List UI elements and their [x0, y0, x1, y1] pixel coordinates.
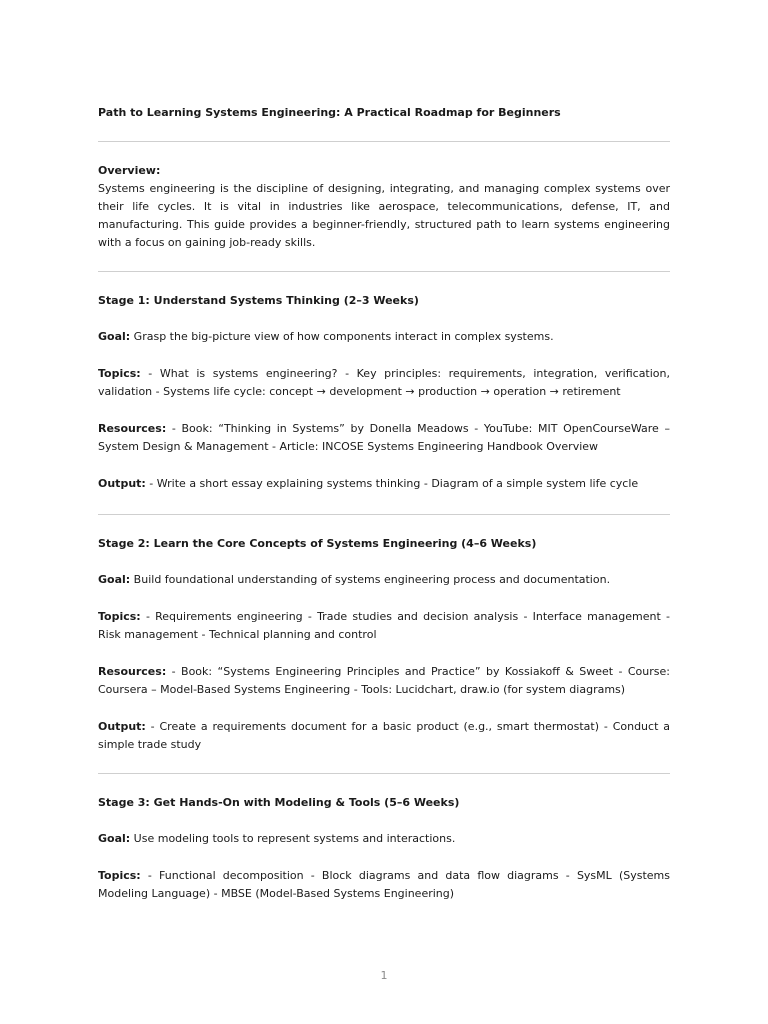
stage-topics: Topics: - What is systems engineering? - Key principles: requirements, integration, verification, validation - Systems life cycle: concept → development → production → operation → retirement	[98, 367, 670, 398]
stage-goal: Goal: Grasp the big-picture view of how components interact in complex systems.	[98, 330, 554, 343]
page-number: 1	[380, 969, 388, 982]
stage-topics: Topics: - Requirements engineering - Trade studies and decision analysis - Interface management - Risk management - Technical planning and control	[98, 610, 670, 641]
stage-heading: Stage 3: Get Hands-On with Modeling & Tools (5–6 Weeks)	[98, 796, 460, 809]
stage-heading: Stage 1: Understand Systems Thinking (2–3 Weeks)	[98, 294, 419, 307]
section-divider	[98, 141, 670, 142]
document-page	[98, 104, 670, 903]
stage-goal: Goal: Build foundational understanding of systems engineering process and documentation.	[98, 573, 611, 586]
topics-label: Topics:	[98, 367, 141, 380]
overview-text: Systems engineering is the discipline of designing, integrating, and managing complex systems over their life cycles. It is vital in industries like aerospace, telecommunications, defense, IT, and manufacturing. This guide provides a beginner-friendly, structured path to learn systems engineering with a focus on gaining job-ready skills.	[98, 182, 670, 249]
stage-1-section	[98, 292, 670, 493]
section-divider	[98, 271, 670, 272]
stage-output: Output: - Write a short essay explaining systems thinking - Diagram of a simple system life cycle	[98, 477, 639, 490]
overview-section	[98, 162, 670, 252]
output-label: Output:	[98, 720, 146, 733]
resources-label: Resources:	[98, 422, 167, 435]
section-divider	[98, 773, 670, 774]
topics-label: Topics:	[98, 610, 141, 623]
topics-label: Topics:	[98, 869, 141, 882]
document-title: Path to Learning Systems Engineering: A Practical Roadmap for Beginners	[98, 106, 561, 119]
section-divider	[98, 514, 670, 515]
goal-label: Goal:	[98, 832, 131, 845]
goal-label: Goal:	[98, 573, 131, 586]
output-label: Output:	[98, 477, 146, 490]
stage-goal: Goal: Use modeling tools to represent systems and interactions.	[98, 832, 456, 845]
stage-output: Output: - Create a requirements document for a basic product (e.g., smart thermostat) - Conduct a simple trade study	[98, 720, 670, 751]
stage-3-section	[98, 794, 670, 903]
stage-resources: Resources: - Book: “Thinking in Systems” by Donella Meadows - YouTube: MIT OpenCourseWare – System Design & Management - Article: INCOSE Systems Engineering Handbook Overview	[98, 422, 670, 453]
overview-label: Overview:	[98, 164, 161, 177]
stage-resources: Resources: - Book: “Systems Engineering Principles and Practice” by Kossiakoff & Sweet - Course: Coursera – Model-Based Systems Engineering - Tools: Lucidchart, draw.io (for system diagrams)	[98, 665, 670, 696]
stage-2-section	[98, 535, 670, 754]
goal-label: Goal:	[98, 330, 131, 343]
resources-label: Resources:	[98, 665, 167, 678]
stage-heading: Stage 2: Learn the Core Concepts of Systems Engineering (4–6 Weeks)	[98, 537, 537, 550]
stage-topics: Topics: - Functional decomposition - Block diagrams and data flow diagrams - SysML (Systems Modeling Language) - MBSE (Model-Based Systems Engineering)	[98, 869, 670, 900]
